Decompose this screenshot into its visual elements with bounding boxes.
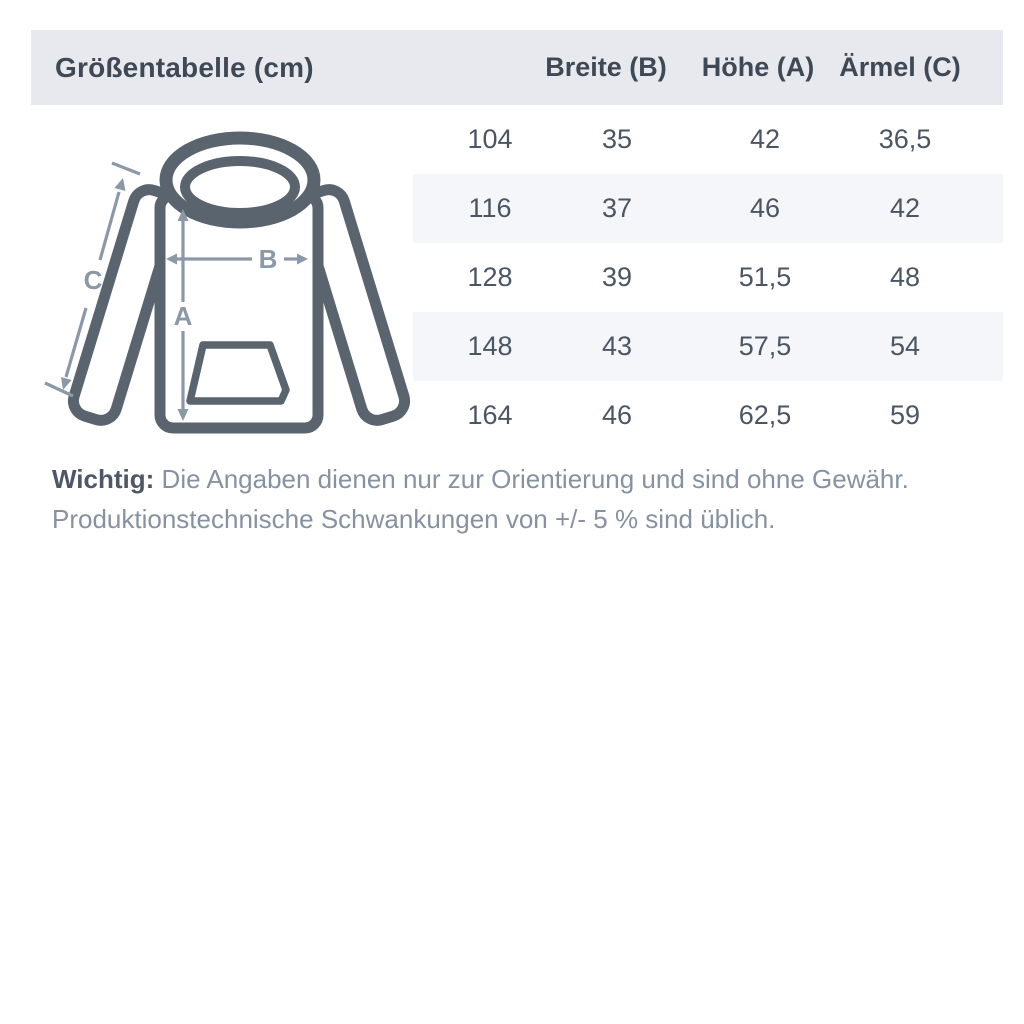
disclaimer-label: Wichtig:	[52, 464, 155, 494]
sleeve-label: C	[83, 265, 103, 295]
table-row	[413, 312, 1003, 381]
hoehe-cell: 51,5	[738, 262, 792, 292]
column-header-aermel: Ärmel (C)	[839, 52, 961, 82]
column-header-hoehe: Höhe (A)	[701, 52, 815, 82]
hoehe-cell: 46	[749, 193, 781, 223]
disclaimer-text-1: Die Angaben dienen nur zur Orientierung und sind ohne Gewähr.	[161, 464, 909, 494]
table-row	[413, 243, 1003, 312]
disclaimer-text-2: Produktionstechnische Schwankungen von +/- 5 % sind üblich.	[52, 504, 776, 534]
size-cell: 164	[467, 400, 513, 430]
table-row	[413, 381, 1003, 450]
table-row	[413, 105, 1003, 174]
aermel-cell: 48	[889, 262, 921, 292]
disclaimer-line-1	[52, 459, 992, 499]
breite-cell: 46	[601, 400, 633, 430]
width-label: B	[258, 244, 278, 274]
size-table-body	[413, 105, 1003, 450]
aermel-cell: 59	[889, 400, 921, 430]
breite-cell: 43	[601, 331, 633, 361]
table-header	[31, 30, 1003, 105]
size-cell: 128	[467, 262, 513, 292]
size-cell: 104	[467, 124, 513, 154]
disclaimer-line-2	[52, 499, 992, 539]
hoodie-pocket-icon	[190, 345, 286, 401]
disclaimer-note	[52, 459, 992, 539]
breite-cell: 35	[601, 124, 633, 154]
hoehe-cell: 62,5	[738, 400, 792, 430]
table-row	[413, 174, 1003, 243]
column-header-breite: Breite (B)	[545, 52, 667, 82]
size-cell: 148	[467, 331, 513, 361]
hoehe-cell: 57,5	[738, 331, 792, 361]
hoodie-diagram	[35, 125, 415, 460]
breite-cell: 39	[601, 262, 633, 292]
aermel-cell: 54	[889, 331, 921, 361]
table-title: Größentabelle (cm)	[55, 52, 314, 83]
aermel-cell: 42	[889, 193, 921, 223]
size-cell: 116	[468, 193, 512, 223]
breite-cell: 37	[601, 193, 633, 223]
height-label: A	[173, 301, 193, 331]
hoehe-cell: 42	[749, 124, 781, 154]
aermel-cell: 36,5	[878, 124, 932, 154]
